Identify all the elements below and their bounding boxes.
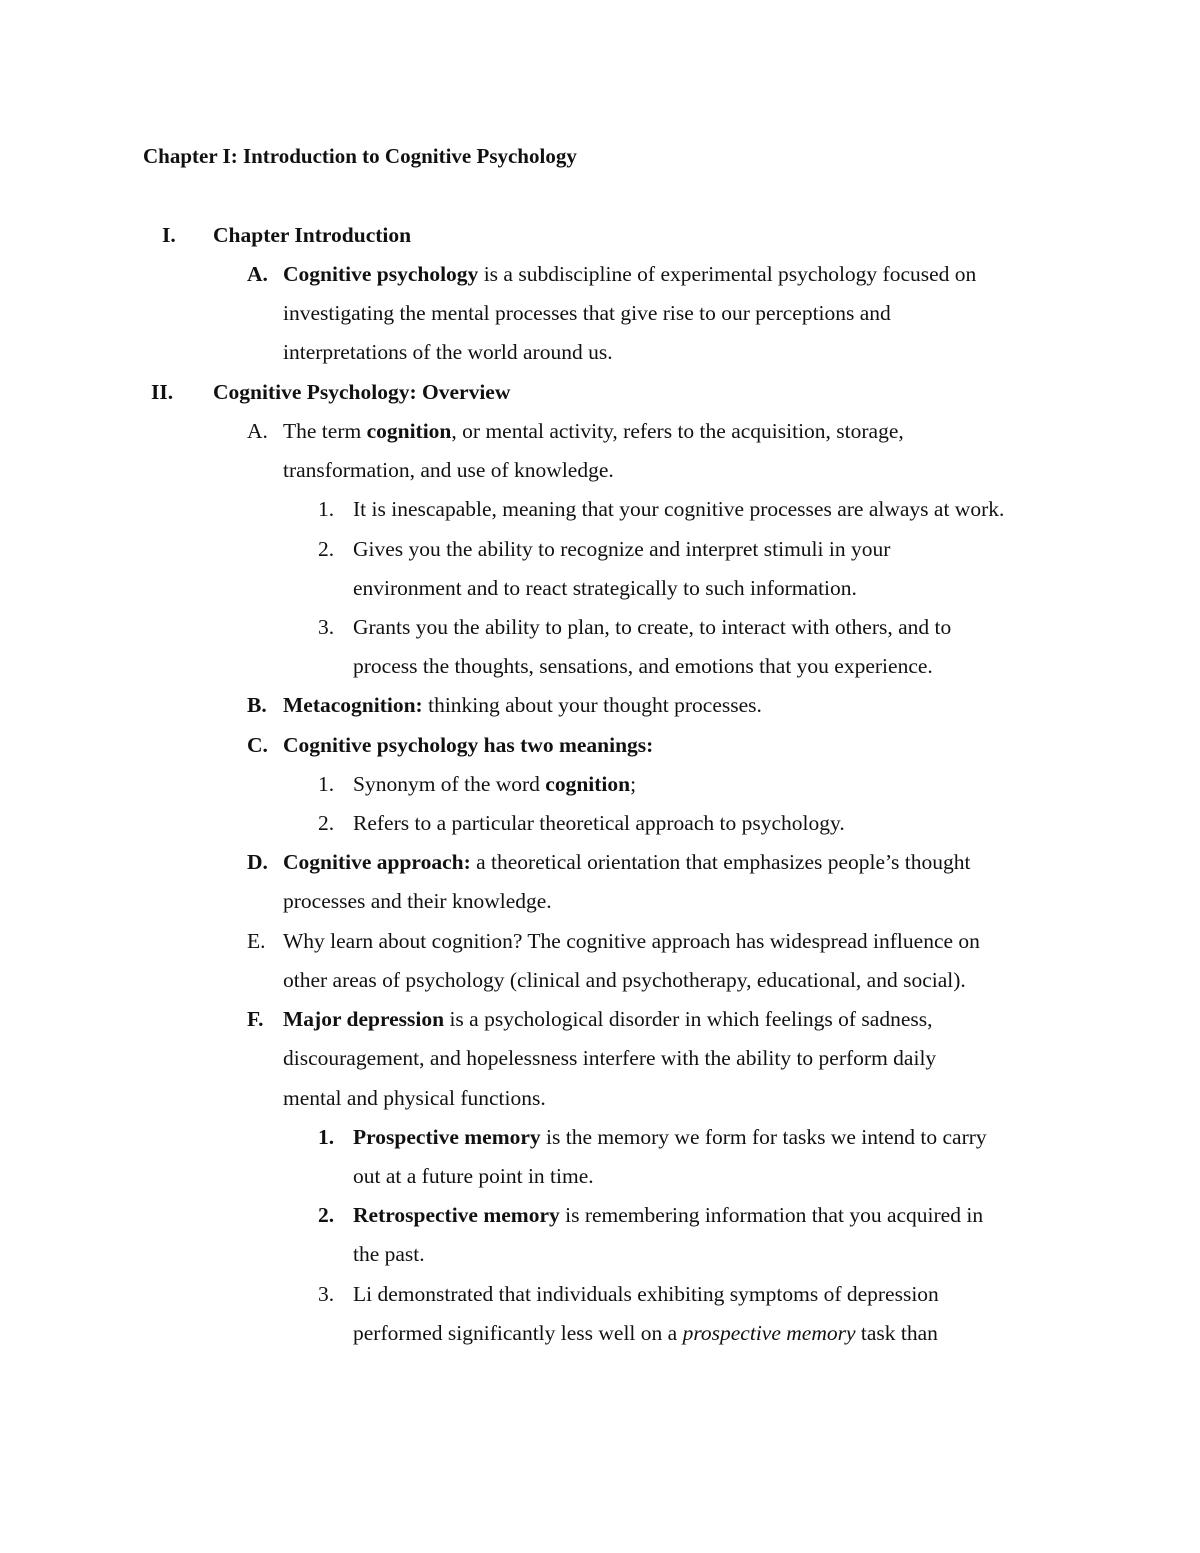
body-line: other areas of psychology (clinical and psychotherapy, educational, and social).: [283, 968, 966, 992]
text: ;: [630, 772, 637, 796]
body-line: discouragement, and hopelessness interfere with the ability to perform daily: [283, 1046, 937, 1070]
body-line: the past.: [353, 1242, 425, 1266]
body-line: mental and physical functions.: [283, 1086, 546, 1110]
term: Retrospective memory: [353, 1203, 560, 1227]
section-marker: II.: [151, 380, 174, 404]
section-heading: Cognitive Psychology: Overview: [213, 380, 511, 404]
body-line: [353, 1123, 987, 1151]
subitem-marker: 2.: [318, 537, 335, 561]
subitem-marker: 2.: [318, 811, 335, 835]
term: cognition: [366, 419, 452, 443]
body-line: Cognitive psychology has two meanings:: [283, 733, 654, 757]
body-line: out at a future point in time.: [353, 1164, 594, 1188]
text: a theoretical orientation that emphasizes people’s thought: [470, 850, 971, 874]
item-marker: F.: [247, 1007, 264, 1031]
body-line: [283, 1005, 932, 1033]
body-line: Refers to a particular theoretical approach to psychology.: [353, 811, 845, 835]
subitem-marker: 2.: [318, 1203, 335, 1227]
term: Metacognition:: [283, 693, 423, 717]
text: is a psychological disorder in which feelings of sadness,: [444, 1007, 933, 1031]
body-line: interpretations of the world around us.: [283, 340, 613, 364]
section-marker: I.: [162, 223, 176, 247]
body-line: [283, 848, 970, 876]
body-line: Li demonstrated that individuals exhibiting symptoms of depression: [353, 1282, 939, 1306]
body-line: [283, 417, 904, 445]
text: is the memory we form for tasks we intend to carry: [540, 1125, 987, 1149]
body-line: [283, 691, 762, 719]
body-line: [283, 260, 976, 288]
text: is a subdiscipline of experimental psychology focused on: [478, 262, 977, 286]
term: Prospective memory: [353, 1125, 541, 1149]
subitem-marker: 3.: [318, 1282, 335, 1306]
text: , or mental activity, refers to the acquisition, storage,: [451, 419, 904, 443]
text: thinking about your thought processes.: [422, 693, 762, 717]
subitem-marker: 1.: [318, 772, 335, 796]
body-line: [353, 770, 636, 798]
term: Cognitive psychology: [283, 262, 479, 286]
chapter-title: Chapter I: Introduction to Cognitive Psychology: [143, 144, 577, 168]
section-heading: Chapter Introduction: [213, 223, 412, 247]
text: Synonym of the word: [353, 772, 546, 796]
term: cognition: [545, 772, 631, 796]
term: Cognitive approach:: [283, 850, 471, 874]
subitem-marker: 3.: [318, 615, 335, 639]
body-line: It is inescapable, meaning that your cognitive processes are always at work.: [353, 497, 1005, 521]
text: task than: [855, 1321, 938, 1345]
body-line: Gives you the ability to recognize and interpret stimuli in your: [353, 537, 891, 561]
emphasis: prospective memory: [682, 1321, 856, 1345]
body-line: Grants you the ability to plan, to create, to interact with others, and to: [353, 615, 952, 639]
body-line: process the thoughts, sensations, and emotions that you experience.: [353, 654, 933, 678]
text: performed significantly less well on a: [353, 1321, 683, 1345]
item-marker: A.: [247, 419, 268, 443]
text: is remembering information that you acquired in: [559, 1203, 984, 1227]
body-line: processes and their knowledge.: [283, 889, 552, 913]
body-line: environment and to react strategically to such information.: [353, 576, 857, 600]
item-marker: B.: [247, 693, 267, 717]
body-line: investigating the mental processes that give rise to our perceptions and: [283, 301, 891, 325]
body-line: Why learn about cognition? The cognitive approach has widespread influence on: [283, 929, 980, 953]
subitem-marker: 1.: [318, 497, 335, 521]
item-marker: A.: [247, 262, 268, 286]
body-line: [353, 1201, 983, 1229]
text: The term: [283, 419, 367, 443]
body-line: [353, 1319, 938, 1347]
item-marker: D.: [247, 850, 268, 874]
term: Major depression: [283, 1007, 445, 1031]
item-marker: C.: [247, 733, 268, 757]
item-marker: E.: [247, 929, 266, 953]
body-line: transformation, and use of knowledge.: [283, 458, 614, 482]
subitem-marker: 1.: [318, 1125, 335, 1149]
